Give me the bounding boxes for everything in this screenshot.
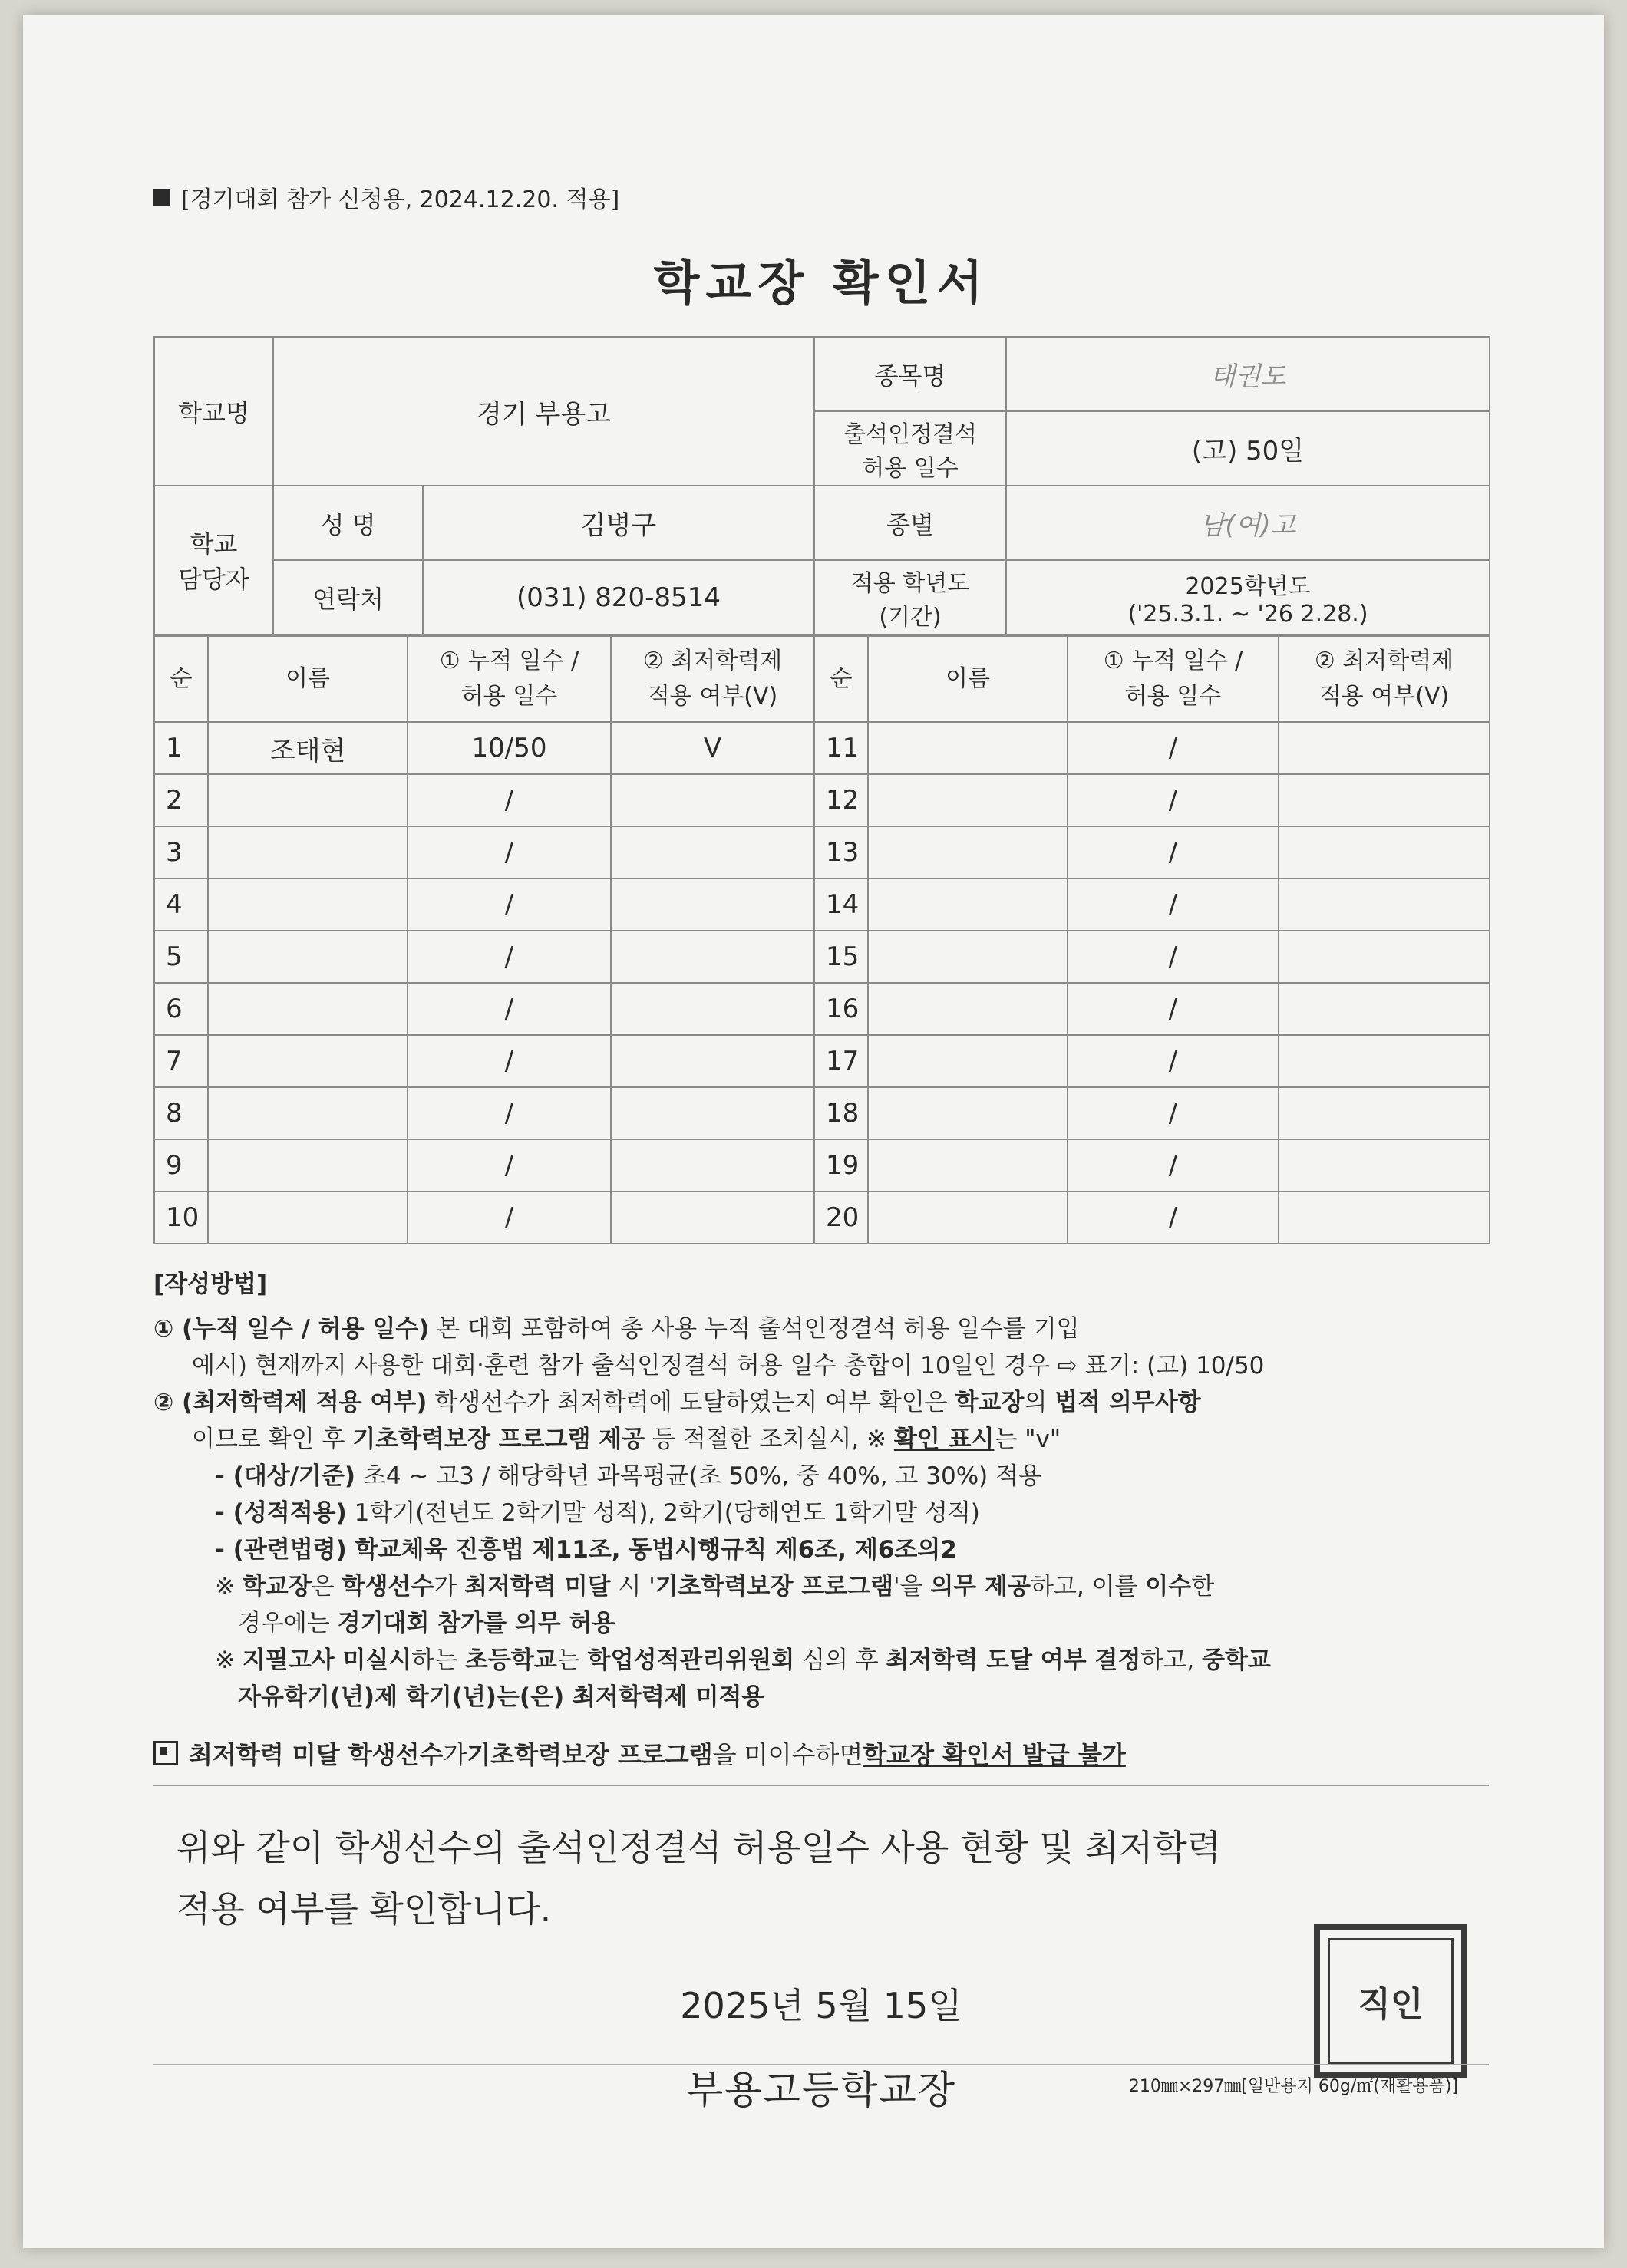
student-name-right (868, 826, 1068, 879)
instruction-2-text3: 이므로 확인 후 (192, 1426, 353, 1453)
header-note-text: [경기대회 참가 신청용, 2024.12.20. 적용] (181, 186, 620, 213)
student-roster-table (153, 635, 1490, 1244)
allowed-days-value: (고) 50일 (1006, 411, 1490, 486)
note-2-b3: 학업성적관리위원회 (587, 1647, 795, 1674)
row-number-left: 9 (154, 1139, 208, 1192)
instruction-1-bold: ① (누적 일수 / 허용 일수) (153, 1315, 430, 1343)
days-used-right: / (1068, 1192, 1279, 1244)
days-used-right: / (1068, 826, 1279, 879)
note-2 (153, 1642, 1489, 1679)
min-grade-check-left (611, 826, 814, 879)
note-1-t6: 하고, 이를 (1030, 1573, 1146, 1600)
instruction-2 (153, 1384, 1489, 1421)
note-1 (153, 1568, 1489, 1605)
instruction-2-cont (153, 1421, 1489, 1458)
final-warning (153, 1736, 1489, 1786)
days-used-right: / (1068, 1087, 1279, 1139)
year-text: 2025학년도 (1185, 573, 1311, 600)
roster-row (154, 879, 1490, 931)
detail-grades-bold: - (성적적용) (215, 1499, 347, 1527)
square-bullet-icon (153, 189, 170, 206)
detail-target-bold: - (대상/기준) (215, 1462, 356, 1490)
note-1-l2-text: 경우에는 (238, 1610, 338, 1637)
student-name-left (208, 1139, 408, 1192)
note-2-t5: 하고, (1140, 1647, 1202, 1674)
period-text: ('25.3.1. ~ '26 2.28.) (1127, 601, 1368, 628)
row-number-right: 15 (814, 931, 868, 983)
roster-row (154, 931, 1490, 983)
student-name-left (208, 1035, 408, 1087)
row-number-left: 5 (154, 931, 208, 983)
school-value: 경기 부용고 (273, 337, 814, 486)
min-grade-check-right (1279, 1192, 1490, 1244)
col-min-left-line1: ② 최저학력제 (642, 648, 783, 674)
instruction-2-bold4: 기초학력보장 프로그램 제공 (352, 1426, 645, 1453)
min-grade-check-right (1279, 774, 1490, 826)
days-used-left: / (408, 1087, 611, 1139)
col-no-left: 순 (154, 636, 208, 722)
min-grade-check-right (1279, 931, 1490, 983)
gender-value: 남(여)고 (1006, 486, 1490, 560)
note-1-t1: ※ (215, 1573, 243, 1600)
days-used-right: / (1068, 931, 1279, 983)
student-name-left (208, 1087, 408, 1139)
final-warning-b1: 최저학력 미달 학생선수 (189, 1740, 444, 1769)
student-name-left (208, 879, 408, 931)
col-days-right (1068, 636, 1279, 722)
col-min-right-line2: 적용 여부(V) (1318, 683, 1450, 710)
row-number-left: 1 (154, 722, 208, 774)
row-number-left: 3 (154, 826, 208, 879)
days-used-left: / (408, 774, 611, 826)
min-grade-check-right (1279, 722, 1490, 774)
note-2-b2: 초등학교 (465, 1647, 557, 1674)
student-name-right (868, 931, 1068, 983)
instruction-2-bold3: 법적 의무사항 (1054, 1389, 1201, 1416)
note-1-l2-bold: 경기대회 참가를 의무 허용 (337, 1610, 615, 1637)
detail-law (153, 1531, 1489, 1568)
days-used-right: / (1068, 1139, 1279, 1192)
days-used-right: / (1068, 879, 1279, 931)
writing-instructions (153, 1266, 1489, 1716)
min-grade-check-left (611, 1139, 814, 1192)
min-grade-check-right (1279, 1139, 1490, 1192)
school-label: 학교명 (154, 337, 273, 486)
min-grade-check-left (611, 1087, 814, 1139)
row-number-left: 8 (154, 1087, 208, 1139)
note-2-b5: 중학교 (1202, 1647, 1271, 1674)
confirmation-line1: 위와 같이 학생선수의 출석인정결석 허용일수 사용 현황 및 최저학력 (177, 1827, 1222, 1868)
sport-label: 종목명 (814, 337, 1006, 411)
student-name-right (868, 1087, 1068, 1139)
student-name-left (208, 826, 408, 879)
note-1-t4: 시 ' (610, 1573, 655, 1600)
allowed-days-label-line1: 출석인정결석 (843, 420, 977, 448)
note-1-t3: 가 (434, 1573, 465, 1600)
year-label-line2: (기간) (879, 603, 942, 631)
col-days-left-line2: 허용 일수 (460, 683, 558, 710)
allowed-days-label (814, 411, 1006, 486)
sport-value: 태권도 (1006, 337, 1490, 411)
certificate-document (153, 180, 1489, 2115)
min-grade-check-right (1279, 879, 1490, 931)
days-used-right: / (1068, 722, 1279, 774)
col-min-left (611, 636, 814, 722)
min-grade-check-left (611, 983, 814, 1035)
instruction-1 (153, 1310, 1489, 1347)
student-name-left (208, 1192, 408, 1244)
note-1-t7: 한 (1191, 1573, 1215, 1600)
note-2-t2: 하는 (411, 1647, 466, 1674)
roster-row (154, 983, 1490, 1035)
row-number-left: 6 (154, 983, 208, 1035)
allowed-days-label-line2: 허용 일수 (862, 454, 959, 482)
roster-row (154, 1192, 1490, 1244)
instructions-title: [작성방법] (153, 1271, 268, 1298)
roster-row (154, 826, 1490, 879)
student-name-right (868, 1139, 1068, 1192)
final-warning-t1: 가 (443, 1740, 467, 1769)
instruction-2-text5: 는 "v" (994, 1426, 1061, 1453)
header-note (153, 180, 1489, 214)
roster-row (154, 1087, 1490, 1139)
official-seal (1314, 1924, 1467, 2078)
year-label (814, 560, 1006, 635)
col-name-left: 이름 (208, 636, 408, 722)
days-used-left: 10/50 (408, 722, 611, 774)
instruction-2-underline: 확인 표시 (893, 1426, 995, 1453)
days-used-left: / (408, 879, 611, 931)
confirmation-line2: 적용 여부를 확인합니다. (177, 1888, 552, 1930)
min-grade-check-left: V (611, 722, 814, 774)
min-grade-check-left (611, 931, 814, 983)
instruction-2-text1: 학생선수가 최저학력에 도달하였는지 여부 확인은 (427, 1389, 955, 1416)
final-warning-t2: 을 미이수하면 (712, 1740, 863, 1769)
row-number-right: 18 (814, 1087, 868, 1139)
roster-row (154, 1035, 1490, 1087)
year-label-line1: 적용 학년도 (850, 569, 970, 597)
min-grade-check-left (611, 1035, 814, 1087)
row-number-right: 12 (814, 774, 868, 826)
student-name-right (868, 879, 1068, 931)
min-grade-check-right (1279, 983, 1490, 1035)
note-2-cont: 자유학기(년)제 학기(년)는(은) 최저학력제 미적용 (238, 1683, 765, 1711)
note-1-t5: '을 (893, 1573, 931, 1600)
days-used-right: / (1068, 1035, 1279, 1087)
student-name-right (868, 774, 1068, 826)
student-name-left (208, 983, 408, 1035)
principal-name: 부용고등학교장 (685, 2068, 957, 2112)
note-1-b4: 기초학력보장 프로그램 (655, 1573, 894, 1600)
detail-grades (153, 1495, 1489, 1531)
row-number-left: 4 (154, 879, 208, 931)
col-days-left-line1: ① 누적 일수 / (439, 648, 579, 674)
detail-target-text: 초4 ~ 고3 / 해당학년 과목평균(초 50%, 중 40%, 고 30%) 적용 (355, 1462, 1042, 1490)
seal-text: 직인 (1328, 1938, 1454, 2064)
note-1-b1: 학교장 (242, 1573, 312, 1600)
min-grade-check-right (1279, 1087, 1490, 1139)
instruction-2-text4: 등 적절한 조치실시, ※ (645, 1426, 894, 1453)
col-days-right-line1: ① 누적 일수 / (1103, 648, 1243, 674)
row-number-right: 20 (814, 1192, 868, 1244)
min-grade-check-right (1279, 1035, 1490, 1087)
days-used-left: / (408, 1035, 611, 1087)
page-title: 학교장 확인서 (653, 255, 989, 311)
contact-value: (031) 820-8514 (423, 560, 814, 635)
note-1-b3: 최저학력 미달 (464, 1573, 611, 1600)
days-used-left: / (408, 931, 611, 983)
detail-law-text: 학교체육 진흥법 제11조, 동법시행규칙 제6조, 제6조의2 (346, 1536, 957, 1564)
year-value (1006, 560, 1490, 635)
col-days-left (408, 636, 611, 722)
detail-grades-text: 1학기(전년도 2학기말 성적), 2학기(당해연도 1학기말 성적) (346, 1499, 980, 1527)
days-used-right: / (1068, 983, 1279, 1035)
confirmation-statement (153, 1817, 1489, 1940)
roster-row (154, 774, 1490, 826)
checkbox-square-icon (153, 1741, 178, 1765)
col-min-right-line1: ② 최저학력제 (1314, 648, 1454, 674)
student-name-left (208, 774, 408, 826)
min-grade-check-left (611, 774, 814, 826)
note-2-t3: 는 (556, 1647, 588, 1674)
min-grade-check-left (611, 1192, 814, 1244)
note-1-t2: 은 (311, 1573, 342, 1600)
col-min-right (1279, 636, 1490, 722)
manager-label-line2: 담당자 (178, 565, 249, 594)
student-name-right (868, 983, 1068, 1035)
note-1-b6: 이수 (1145, 1573, 1192, 1600)
note-1-b2: 학생선수 (342, 1573, 434, 1600)
instruction-1-text: 본 대회 포함하여 총 사용 누적 출석인정결석 허용 일수를 기입 (429, 1315, 1080, 1343)
row-number-right: 13 (814, 826, 868, 879)
instruction-2-bold: ② (최저학력제 적용 여부) (153, 1389, 427, 1416)
roster-row (154, 722, 1490, 774)
detail-law-bold: - (관련법령) (215, 1536, 347, 1564)
student-name-left (208, 931, 408, 983)
gender-label: 종별 (814, 486, 1006, 560)
instruction-2-bold2: 학교장 (955, 1389, 1025, 1416)
final-warning-b2: 기초학력보장 프로그램 (467, 1740, 713, 1769)
name-value: 김병구 (423, 486, 814, 560)
row-number-left: 2 (154, 774, 208, 826)
instruction-1-example: 예시) 현재까지 사용한 대회·훈련 참가 출석인정결석 허용 일수 총합이 10일인 경우 ⇨ 표기: (고) 10/50 (192, 1352, 1265, 1380)
detail-target (153, 1458, 1489, 1495)
note-2-b1: 지필고사 미실시 (242, 1647, 412, 1674)
student-name-right (868, 1035, 1068, 1087)
col-name-right: 이름 (868, 636, 1068, 722)
col-min-left-line2: 적용 여부(V) (647, 683, 778, 710)
row-number-right: 16 (814, 983, 868, 1035)
min-grade-check-left (611, 879, 814, 931)
note-2-t1: ※ (215, 1647, 243, 1674)
note-2-t4: 심의 후 (794, 1647, 886, 1674)
days-used-left: / (408, 1139, 611, 1192)
manager-label (154, 486, 273, 635)
row-number-left: 10 (154, 1192, 208, 1244)
days-used-right: / (1068, 774, 1279, 826)
student-name-left: 조태현 (208, 722, 408, 774)
col-no-right: 순 (814, 636, 868, 722)
days-used-left: / (408, 826, 611, 879)
note-1-cont (153, 1605, 1489, 1642)
paper-spec-footer: 210㎜×297㎜[일반용지 60g/㎡(재활용품)] (1128, 2077, 1458, 2096)
row-number-right: 17 (814, 1035, 868, 1087)
issue-date: 2025년 5월 15일 (680, 1985, 962, 2026)
days-used-left: / (408, 983, 611, 1035)
contact-label: 연락처 (273, 560, 423, 635)
instruction-2-text2: 의 (1024, 1389, 1055, 1416)
note-2-b4: 최저학력 도달 여부 결정 (886, 1647, 1141, 1674)
manager-label-line1: 학교 (190, 529, 238, 559)
student-name-right (868, 1192, 1068, 1244)
row-number-right: 19 (814, 1139, 868, 1192)
days-used-left: / (408, 1192, 611, 1244)
col-days-right-line2: 허용 일수 (1124, 683, 1222, 710)
note-1-b5: 의무 제공 (930, 1573, 1031, 1600)
row-number-right: 14 (814, 879, 868, 931)
info-table (153, 336, 1490, 635)
student-name-right (868, 722, 1068, 774)
row-number-right: 11 (814, 722, 868, 774)
final-warning-underline: 학교장 확인서 발급 불가 (863, 1740, 1126, 1769)
roster-header-row (154, 636, 1490, 722)
name-label: 성 명 (273, 486, 423, 560)
min-grade-check-right (1279, 826, 1490, 879)
roster-row (154, 1139, 1490, 1192)
row-number-left: 7 (154, 1035, 208, 1087)
